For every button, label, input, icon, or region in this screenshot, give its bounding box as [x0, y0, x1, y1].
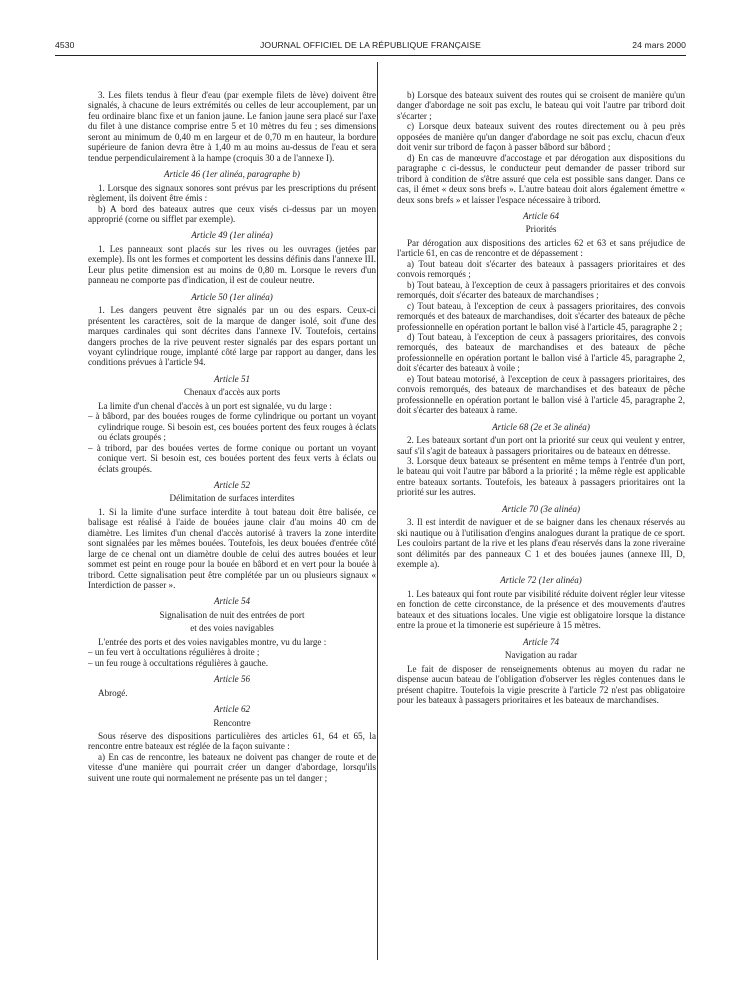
right-column — [397, 90, 685, 705]
paragraph: a) En cas de rencontre, les bateaux ne doivent pas changer de route et de vitesse d'une manière qui pourrait créer un danger d'abordage, lorsqu'ils suivent une route qui normalement ne présente pas un tel danger ; — [88, 751, 376, 783]
article-heading: Article 50 (1er alinéa) — [191, 291, 273, 302]
column-divider — [377, 62, 378, 960]
article-heading: Article 64 — [522, 210, 560, 221]
paragraph: L'entrée des ports et des voies navigables montre, vu du large : — [98, 636, 327, 647]
article-heading: Article 49 (1er alinéa) — [191, 230, 273, 241]
list-item: – un feu vert à occultations régulières à droite ; — [88, 647, 260, 658]
article-subtitle: Chenaux d'accès aux ports — [183, 387, 281, 398]
paragraph: La limite d'un chenal d'accès à un port est signalée, vu du large : — [98, 400, 332, 411]
issue-date: 24 mars 2000 — [632, 40, 686, 50]
article-subtitle: Priorités — [525, 224, 557, 235]
article-subtitle: Délimitation de surfaces interdites — [169, 493, 295, 504]
paragraph: Sous réserve des dispositions particulières des articles 61, 64 et 65, la rencontre entre bateaux est réglée de la façon suivante : — [88, 731, 376, 752]
paragraph: c) Lorsque deux bateaux suivent des routes directement ou à peu près opposées de manière qu'un danger d'abordage ne soit pas exclu, chacun d'eux doit venir sur tribord de façon à passer bâbord sur bâbord ; — [397, 121, 685, 153]
paragraph: 3. Les filets tendus à fleur d'eau (par exemple filets de lève) doivent être signalés, à chacune de leurs extrémités ou celles de leur accouplement, par un feu ordinaire blanc fixe et un fanion jaune. Le fanion jaune sera placé sur l'axe du filet à une distance comprise entre 5 et 10 mètres du feu ; ses dimensions seront au minimum de 0,40 m en largeur et de 0,70 m en hauteur, la bordure supérieure de fanion devra être à 1,40 m au moins au-dessus de l'eau et sera tendue perpendiculairement à la hampe (croquis 30 a de l'annexe I). — [88, 90, 376, 163]
paragraph: 3. Lorsque deux bateaux se présentent en même temps à l'entrée d'un port, le bateau qui voit l'autre par bâbord a la priorité ; la même règle est applicable entre bateaux sortants. Toutefois, les bateaux à passagers prioritaires ont la priorité sur les autres. — [397, 455, 685, 498]
journal-title: JOURNAL OFFICIEL DE LA RÉPUBLIQUE FRANÇAISE — [260, 40, 481, 50]
paragraph: c) Tout bateau, à l'exception de ceux à passagers prioritaires, des convois remorqués et des bateaux de marchandises, doit s'écarter des bateaux de pêche professionnelle en opération portant le ballon visé à l'article 45, paragraphe 2 ; — [397, 300, 685, 332]
paragraph: 1. Les bateaux qui font route par visibilité réduite doivent régler leur vitesse en fonction de cette circonstance, de la présence et des mouvements d'autres bateaux et des situations locales. Une vigie est obligatoire lorsque la distance entre la proue et la timonerie est supérieure à 15 mètres. — [397, 588, 685, 631]
article-heading: Article 54 — [213, 596, 251, 607]
article-heading: Article 68 (2e et 3e alinéa) — [492, 421, 590, 432]
header-rule — [55, 55, 686, 56]
paragraph: b) Lorsque des bateaux suivent des routes qui se croisent de manière qu'un danger d'abordage ne soit pas exclu, le bateau qui voit l'autre par tribord doit s'écarter ; — [397, 90, 685, 121]
page-number: 4530 — [55, 40, 75, 50]
article-heading: Article 46 (1er alinéa, paragraphe b) — [164, 169, 300, 180]
paragraph: e) Tout bateau motorisé, à l'exception de ceux à passagers prioritaires, des convois remorqués, des bateaux de marchandises et des bateaux de pêche professionnelle en opération portant le ballon visé à l'article 45, paragraphe 2, doit s'écarter des bateaux à rame. — [397, 373, 685, 416]
paragraph: a) Tout bateau doit s'écarter des bateaux à passagers prioritaires et des convois remorqués ; — [397, 258, 685, 280]
paragraph: d) En cas de manœuvre d'accostage et par dérogation aux dispositions du paragraphe c ci-dessus, le conducteur peut demander de passer tribord sur tribord à condition de s'être assuré que cela est possible sans danger. Dans ce cas, il émet « deux sons brefs ». L'autre bateau doit alors également émettre « deux sons brefs » et laisser l'espace nécessaire à tribord. — [397, 152, 685, 205]
article-subtitle: Signalisation de nuit des entrées de port — [159, 609, 305, 620]
paragraph: 1. Si la limite d'une surface interdite à tout bateau doit être balisée, ce balisage est réalisé à l'aide de bouées jaune clair d'au moins 40 cm de diamètre. Les limites d'un chenal d'accès autorisé à travers la zone interdite sont signalées par les mêmes bouées. Toutefois, les deux bouées d'entrée côté large de ce chenal ont un diamètre double de celui des autres bouées et leur sommet est peint en rouge pour la bouée en bâbord et en vert pour la bouée à tribord. Cette signalisation peut être complétée par un ou plusieurs signaux « Interdiction de passer ». — [88, 506, 376, 591]
article-subtitle: Rencontre — [213, 717, 251, 728]
article-subtitle: Navigation au radar — [504, 650, 578, 661]
paragraph: 1. Les dangers peuvent être signalés par un ou des espars. Ceux-ci présentent les caractères, soit de la marque de danger isolé, soit d'une des marques cardinales qui sont décrites dans l'annexe IV. Toutefois, certains dangers proches de la rive peuvent rester signalés par des espars portant un voyant cylindrique rouge, implanté côté large par rapport au danger, dans les conditions prévues à l'article 94. — [88, 305, 376, 368]
article-heading: Article 52 — [213, 479, 251, 490]
paragraph: Le fait de disposer de renseignements obtenus au moyen du radar ne dispense aucun bateau de l'obligation d'observer les règles contenues dans le présent chapitre. Toutefois la vigie prescrite à l'article 72 n'est pas obligatoire pour les bateaux à passagers prioritaires et les bateaux de marchandises. — [397, 663, 685, 706]
running-head — [55, 40, 686, 54]
list-item: – à bâbord, par des bouées rouges de forme cylindrique ou portant un voyant cylindrique rouge. Si besoin est, ces bouées portent des feux rouges à éclats ou éclats groupés ; — [88, 411, 376, 443]
paragraph: d) Tout bateau, à l'exception de ceux à passagers prioritaires, des convois remorqués, des bateaux de marchandises et des bateaux de pêche professionnelle en opération portant le ballon visé à l'article 45, paragraphe 2, doit s'écarter des bateaux à voile ; — [397, 331, 685, 374]
article-heading: Article 72 (1er alinéa) — [500, 575, 582, 586]
paragraph: Par dérogation aux dispositions des articles 62 et 63 et sans préjudice de l'article 61, en cas de rencontre et de dépassement : — [397, 237, 685, 259]
paragraph: 2. Les bateaux sortant d'un port ont la priorité sur ceux qui veulent y entrer, sauf s'il s'agit de bateaux à passagers prioritaires ou de bateaux en détresse. — [397, 435, 685, 456]
paragraph: Abrogé. — [98, 687, 128, 698]
article-heading: Article 56 — [213, 674, 251, 685]
list-item: – à tribord, par des bouées vertes de forme conique ou portant un voyant conique vert. Si besoin est, ces bouées portent des feux verts à éclats ou éclats groupés. — [88, 442, 376, 474]
article-heading: Article 62 — [213, 704, 251, 715]
paragraph: b) A bord des bateaux autres que ceux visés ci-dessus par un moyen approprié (corne ou sifflet par exemple). — [88, 203, 376, 224]
paragraph: 3. Il est interdit de naviguer et de se baigner dans les chenaux réservés au ski nautique ou à l'utilisation d'engins analogues durant la pratique de ce sport. Les couloirs partant de la rive et les plans d'eau réservés dans la zone riveraine sont délimités par des panneaux C 1 et des bouées jaunes (annexe III, D, exemple a). — [397, 517, 685, 570]
paragraph: 1. Lorsque des signaux sonores sont prévus par les prescriptions du présent règlement, ils doivent être émis : — [88, 182, 376, 204]
article-heading: Article 70 (3e alinéa) — [501, 503, 581, 514]
paragraph: 1. Les panneaux sont placés sur les rives ou les ouvrages (jetées par exemple). Ils ont les formes et comportent les dessins définis dans l'annexe III. Leur plus petite dimension est au moins de 0,80 m. Lorsque le revers d'un panneau ne comporte pas d'indication, il est de couleur neutre. — [88, 243, 376, 286]
paragraph: b) Tout bateau, à l'exception de ceux à passagers prioritaires et des convois remorqués, doit s'écarter des bateaux de marchandises ; — [397, 279, 685, 301]
article-heading: Article 51 — [213, 373, 251, 384]
left-column — [88, 90, 376, 783]
article-heading: Article 74 — [522, 636, 560, 647]
article-subtitle: et des voies navigables — [190, 623, 274, 634]
list-item: – un feu rouge à occultations régulières à gauche. — [88, 657, 269, 668]
